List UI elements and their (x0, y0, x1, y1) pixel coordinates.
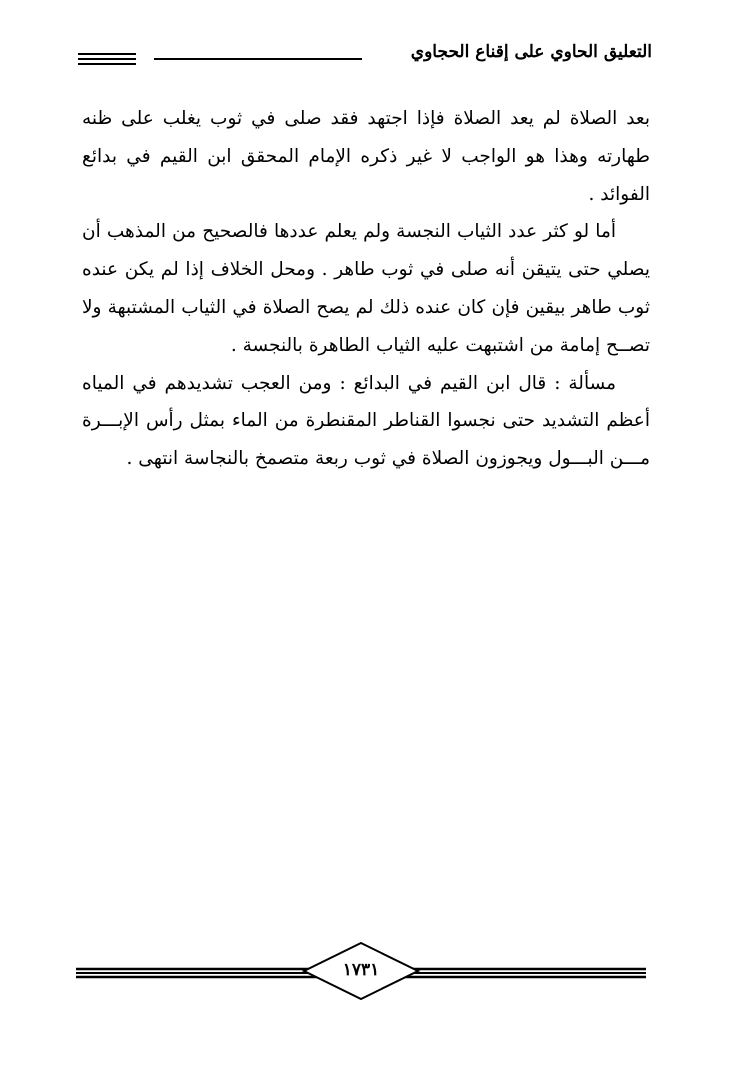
paragraph-1: بعد الصلاة لم يعد الصلاة فإذا اجتهد فقد صلى في ثوب يغلب على ظنه طهارته وهذا هو الواجب لا غير ذكره الإمام المحقق ابن القيم في بدائع الفوائد . (82, 108, 650, 205)
page-number: ١٧٣١ (342, 960, 380, 980)
header-rule (154, 58, 362, 60)
page-body (82, 100, 650, 478)
running-title: التعليق الحاوي على إقناع الحجاوي (410, 42, 652, 62)
running-header (78, 40, 652, 80)
paragraph-3: مسألة : قال ابن القيم في البدائع : ومن العجب تشديدهم في المياه أعظم التشديد حتى نجسوا القناطر المقنطرة من الماء بمثل رأس الإبـــرة مـــن البـــول ويجوزون الصلاة في ثوب ربعة متصمخ بالنجاسة انتهى . (82, 372, 650, 470)
paragraph-2: أما لو كثر عدد الثياب النجسة ولم يعلم عددها فالصحيح من المذهب أن يصلي حتى يتيقن أنه صلى في ثوب طاهر . ومحل الخلاف إذا لم يكن عنده ثوب طاهر بيقين فإن كان عنده ذلك لم يصح الصلاة في الثياب المشتبهة ولا تصــح إمامة من اشتبهت عليه الثياب الطاهرة بالنجسة . (82, 221, 650, 356)
header-ornament-rules (78, 53, 136, 65)
page-footer (76, 942, 646, 1002)
